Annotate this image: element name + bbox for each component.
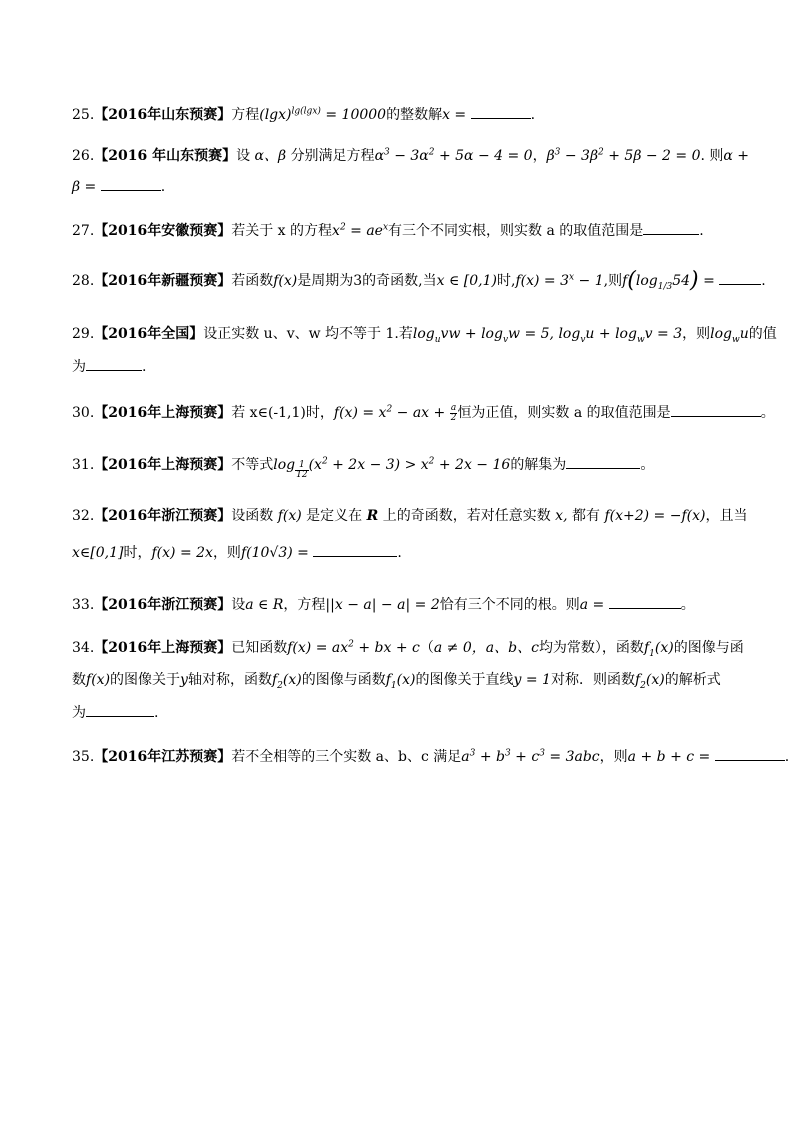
answer-blank[interactable]: [313, 542, 397, 557]
question-29: 29.【2016年全国】设正实数 u、v、w 均不等于 1.若$\log_uvw + \log_vw = 5$, $\log_vu + \log_wv = 3$，则$\log_wu$的值: [72, 326, 777, 345]
question-33: 33.【2016年浙江预赛】设a ∈ R，方程||x − a| − a| = 2恰有三个不同的根。则a = 。: [72, 594, 732, 615]
question-31: 31.【2016年上海预赛】不等式log $_{\frac{1}{12}}$ $(x^2 + 2x - 3) > x^2 + 2x - 16$的解集为 。: [72, 454, 732, 480]
answer-blank[interactable]: [715, 746, 785, 761]
answer-blank[interactable]: [643, 220, 699, 235]
question-25: 25.【2016年山东预赛】方程$(\lg x)^{lg(lgx)} = 10000$的整数解x = .: [72, 104, 732, 125]
question-32: 32.【2016年浙江预赛】设函数 f(x) 是定义在 R 上的奇函数，若对任意实数 x, 都有 f(x+2) = −f(x)，且当: [72, 508, 748, 524]
question-34: 34.【2016年上海预赛】已知函数$f(x) = ax^2$ + bx + c（a ≠ 0，a、b、c均为常数），函数$f_1(x)$的图像与函: [72, 639, 744, 659]
question-27: 27.【2016年安徽预赛】若关于 x 的方程$x^2 = ae^x$有三个不同实根，则实数 a 的取值范围是 .: [72, 220, 732, 241]
answer-blank[interactable]: [719, 270, 761, 285]
question-26: 26.【2016 年山东预赛】设 α、β 分别满足方程$\alpha^3 - 3\alpha^2 + 5\alpha - 4 = 0$，$\beta^3 - 3\beta^2 + 5\beta - 2 = 0$. 则α +: [72, 147, 750, 164]
question-32-line2: x∈[0,1]时，f(x) = 2x，则f(10√3) = .: [72, 542, 732, 563]
answer-blank[interactable]: [671, 402, 761, 417]
question-28: 28.【2016年新疆预赛】若函数f(x)是周期为3的奇函数,当x ∈ [0,1)时$,f(x) = 3^x - 1$,则$f(\log_{1/3}54)$ = .: [72, 268, 766, 293]
question-34-line2: 数f(x)的图像关于y轴对称，函数$f_2(x)$的图像与函数$f_1(x)$的图像关于直线y = 1对称．则函数$f_2(x)$的解析式: [72, 672, 721, 691]
answer-blank[interactable]: [86, 702, 154, 717]
answer-blank[interactable]: [566, 454, 640, 469]
answer-blank[interactable]: [471, 104, 531, 119]
answer-blank[interactable]: [101, 176, 161, 191]
question-34-line3: 为 .: [72, 702, 732, 723]
answer-blank[interactable]: [86, 356, 142, 371]
question-26-line2: β = .: [72, 176, 732, 197]
question-30: 30.【2016年上海预赛】若 x∈(-1,1)时，$f(x) = x^2$ − ax + $\frac{a}{2}$ 恒为正值，则实数 a 的取值范围是 。: [72, 402, 775, 423]
answer-blank[interactable]: [609, 594, 681, 609]
question-35: 35.【2016年江苏预赛】若不全相等的三个实数 a、b、c 满足$a^3 + b^3 + c^3 = 3abc$，则a + b + c = .: [72, 746, 732, 767]
question-29-line2: 为 .: [72, 356, 732, 377]
